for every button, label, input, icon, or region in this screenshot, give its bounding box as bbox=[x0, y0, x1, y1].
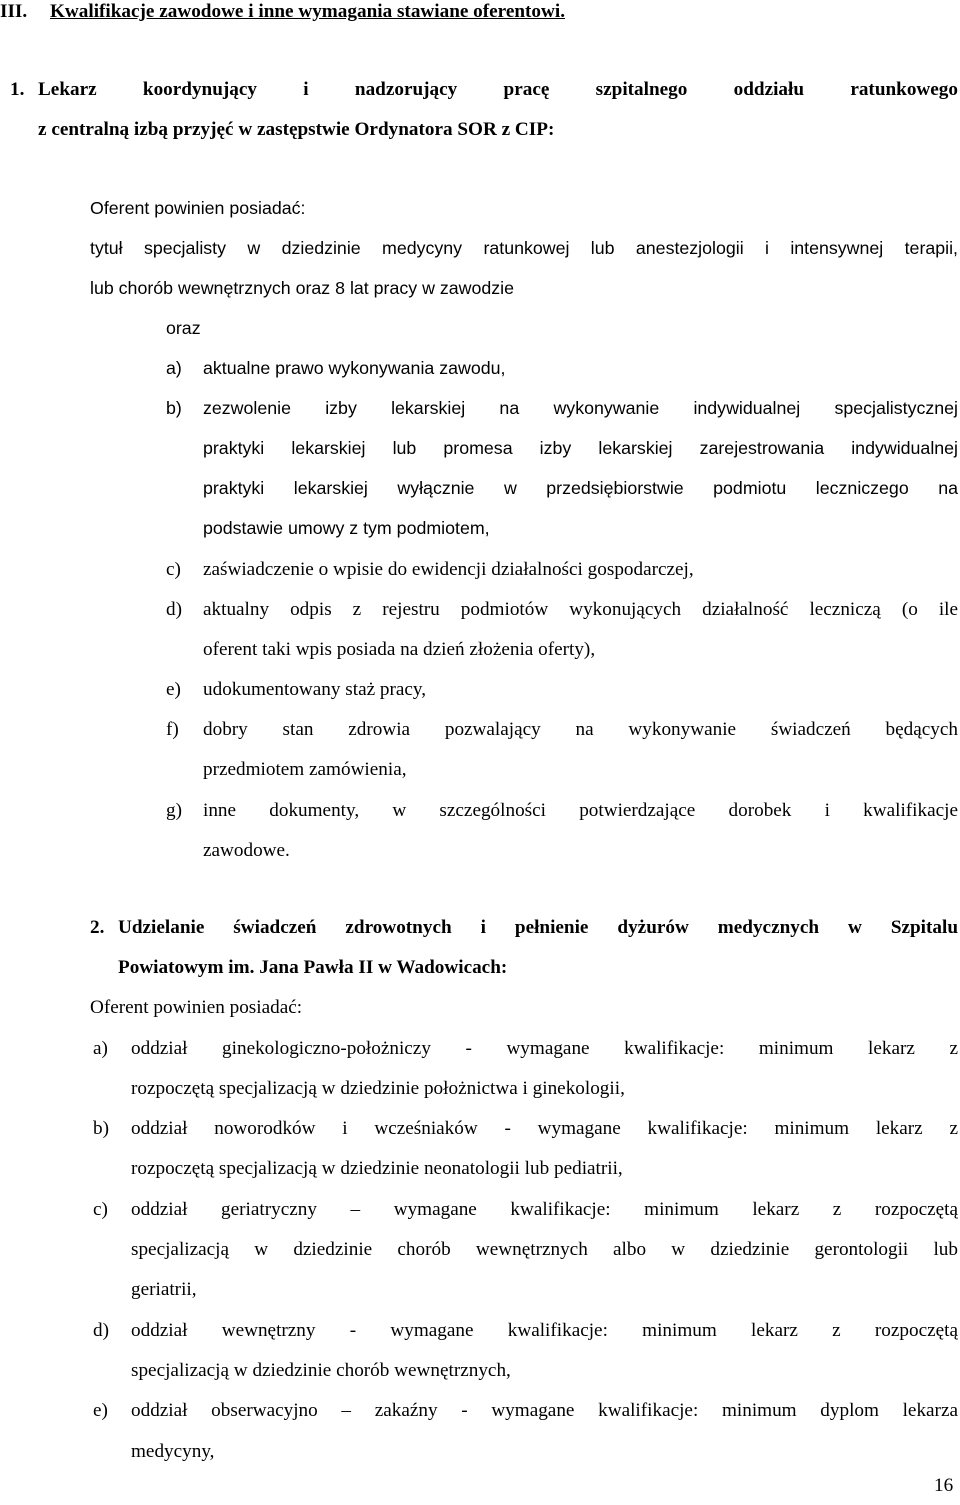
item-line: oddział obserwacyjno – zakaźny - wymagane kwalifikacje: minimum dyplom lekarza bbox=[131, 1400, 958, 1421]
item-letter: g) bbox=[166, 800, 182, 821]
item-line: oferent taki wpis posiada na dzień złożenia oferty), bbox=[203, 639, 596, 660]
item-letter: e) bbox=[166, 679, 181, 700]
item-line: przedmiotem zamówienia, bbox=[203, 759, 407, 780]
item-line: oddział noworodków i wcześniaków - wymagane kwalifikacje: minimum lekarz z bbox=[131, 1118, 958, 1139]
item-letter: e) bbox=[93, 1400, 108, 1421]
item-line: praktyki lekarskiej wyłącznie w przedsiębiorstwie podmiotu leczniczego na bbox=[203, 478, 958, 498]
item-letter: b) bbox=[166, 398, 182, 418]
section1-oraz: oraz bbox=[166, 318, 201, 338]
section2-title-line-2: Powiatowym im. Jana Pawła II w Wadowicach: bbox=[118, 957, 508, 978]
item-line: dobry stan zdrowia pozwalający na wykonywanie świadczeń będących bbox=[203, 719, 958, 740]
section2-title-line-1: Udzielanie świadczeń zdrowotnych i pełnienie dyżurów medycznych w Szpitalu bbox=[118, 917, 958, 938]
item-line: zawodowe. bbox=[203, 840, 290, 861]
section1-title-line-1: Lekarz koordynujący i nadzorujący pracę szpitalnego oddziału ratunkowego bbox=[38, 79, 958, 100]
item-line: geriatrii, bbox=[131, 1279, 197, 1300]
item-line: zaświadczenie o wpisie do ewidencji działalności gospodarczej, bbox=[203, 559, 694, 580]
item-line: aktualne prawo wykonywania zawodu, bbox=[203, 358, 506, 378]
item-letter: b) bbox=[93, 1118, 109, 1139]
item-line: oddział geriatryczny – wymagane kwalifikacje: minimum lekarz z rozpoczętą bbox=[131, 1199, 958, 1220]
heading-title: Kwalifikacje zawodowe i inne wymagania stawiane oferentowi. bbox=[50, 1, 565, 22]
heading-number: III. bbox=[0, 1, 28, 22]
section2-number: 2. bbox=[90, 917, 105, 938]
section1-number: 1. bbox=[10, 79, 25, 100]
item-line: inne dokumenty, w szczególności potwierdzające dorobek i kwalifikacje bbox=[203, 800, 958, 821]
item-letter: d) bbox=[93, 1320, 109, 1341]
item-line: rozpoczętą specjalizacją w dziedzinie położnictwa i ginekologii, bbox=[131, 1078, 625, 1099]
item-line: praktyki lekarskiej lub promesa izby lekarskiej zarejestrowania indywidualnej bbox=[203, 438, 958, 458]
item-line: specjalizacją w dziedzinie chorób wewnętrznych albo w dziedzinie gerontologii lub bbox=[131, 1239, 958, 1260]
item-line: udokumentowany staż pracy, bbox=[203, 679, 427, 700]
item-letter: d) bbox=[166, 599, 182, 620]
page-number: 16 bbox=[934, 1475, 954, 1496]
item-line: oddział ginekologiczno-położniczy - wymagane kwalifikacje: minimum lekarz z bbox=[131, 1038, 958, 1059]
item-line: rozpoczętą specjalizacją w dziedzinie neonatologii lub pediatrii, bbox=[131, 1158, 623, 1179]
section1-requirement-line-1: tytuł specjalisty w dziedzinie medycyny ratunkowej lub anestezjologii i intensywnej terapii, bbox=[90, 238, 958, 258]
section1-must-have: Oferent powinien posiadać: bbox=[90, 198, 306, 218]
item-letter: c) bbox=[93, 1199, 108, 1220]
section1-title-line-2: z centralną izbą przyjęć w zastępstwie Ordynatora SOR z CIP: bbox=[38, 119, 555, 140]
item-line: podstawie umowy z tym podmiotem, bbox=[203, 518, 490, 538]
item-line: zezwolenie izby lekarskiej na wykonywanie indywidualnej specjalistycznej bbox=[203, 398, 958, 418]
item-line: oddział wewnętrzny - wymagane kwalifikacje: minimum lekarz z rozpoczętą bbox=[131, 1320, 958, 1341]
item-letter: c) bbox=[166, 559, 181, 580]
item-line: medycyny, bbox=[131, 1441, 215, 1462]
item-letter: a) bbox=[166, 358, 182, 378]
item-letter: a) bbox=[93, 1038, 108, 1059]
section2-must-have: Oferent powinien posiadać: bbox=[90, 997, 303, 1018]
section1-requirement-line-2: lub chorób wewnętrznych oraz 8 lat pracy w zawodzie bbox=[90, 278, 514, 298]
item-line: specjalizacją w dziedzinie chorób wewnętrznych, bbox=[131, 1360, 511, 1381]
item-letter: f) bbox=[166, 719, 179, 740]
item-line: aktualny odpis z rejestru podmiotów wykonujących działalność leczniczą (o ile bbox=[203, 599, 958, 620]
